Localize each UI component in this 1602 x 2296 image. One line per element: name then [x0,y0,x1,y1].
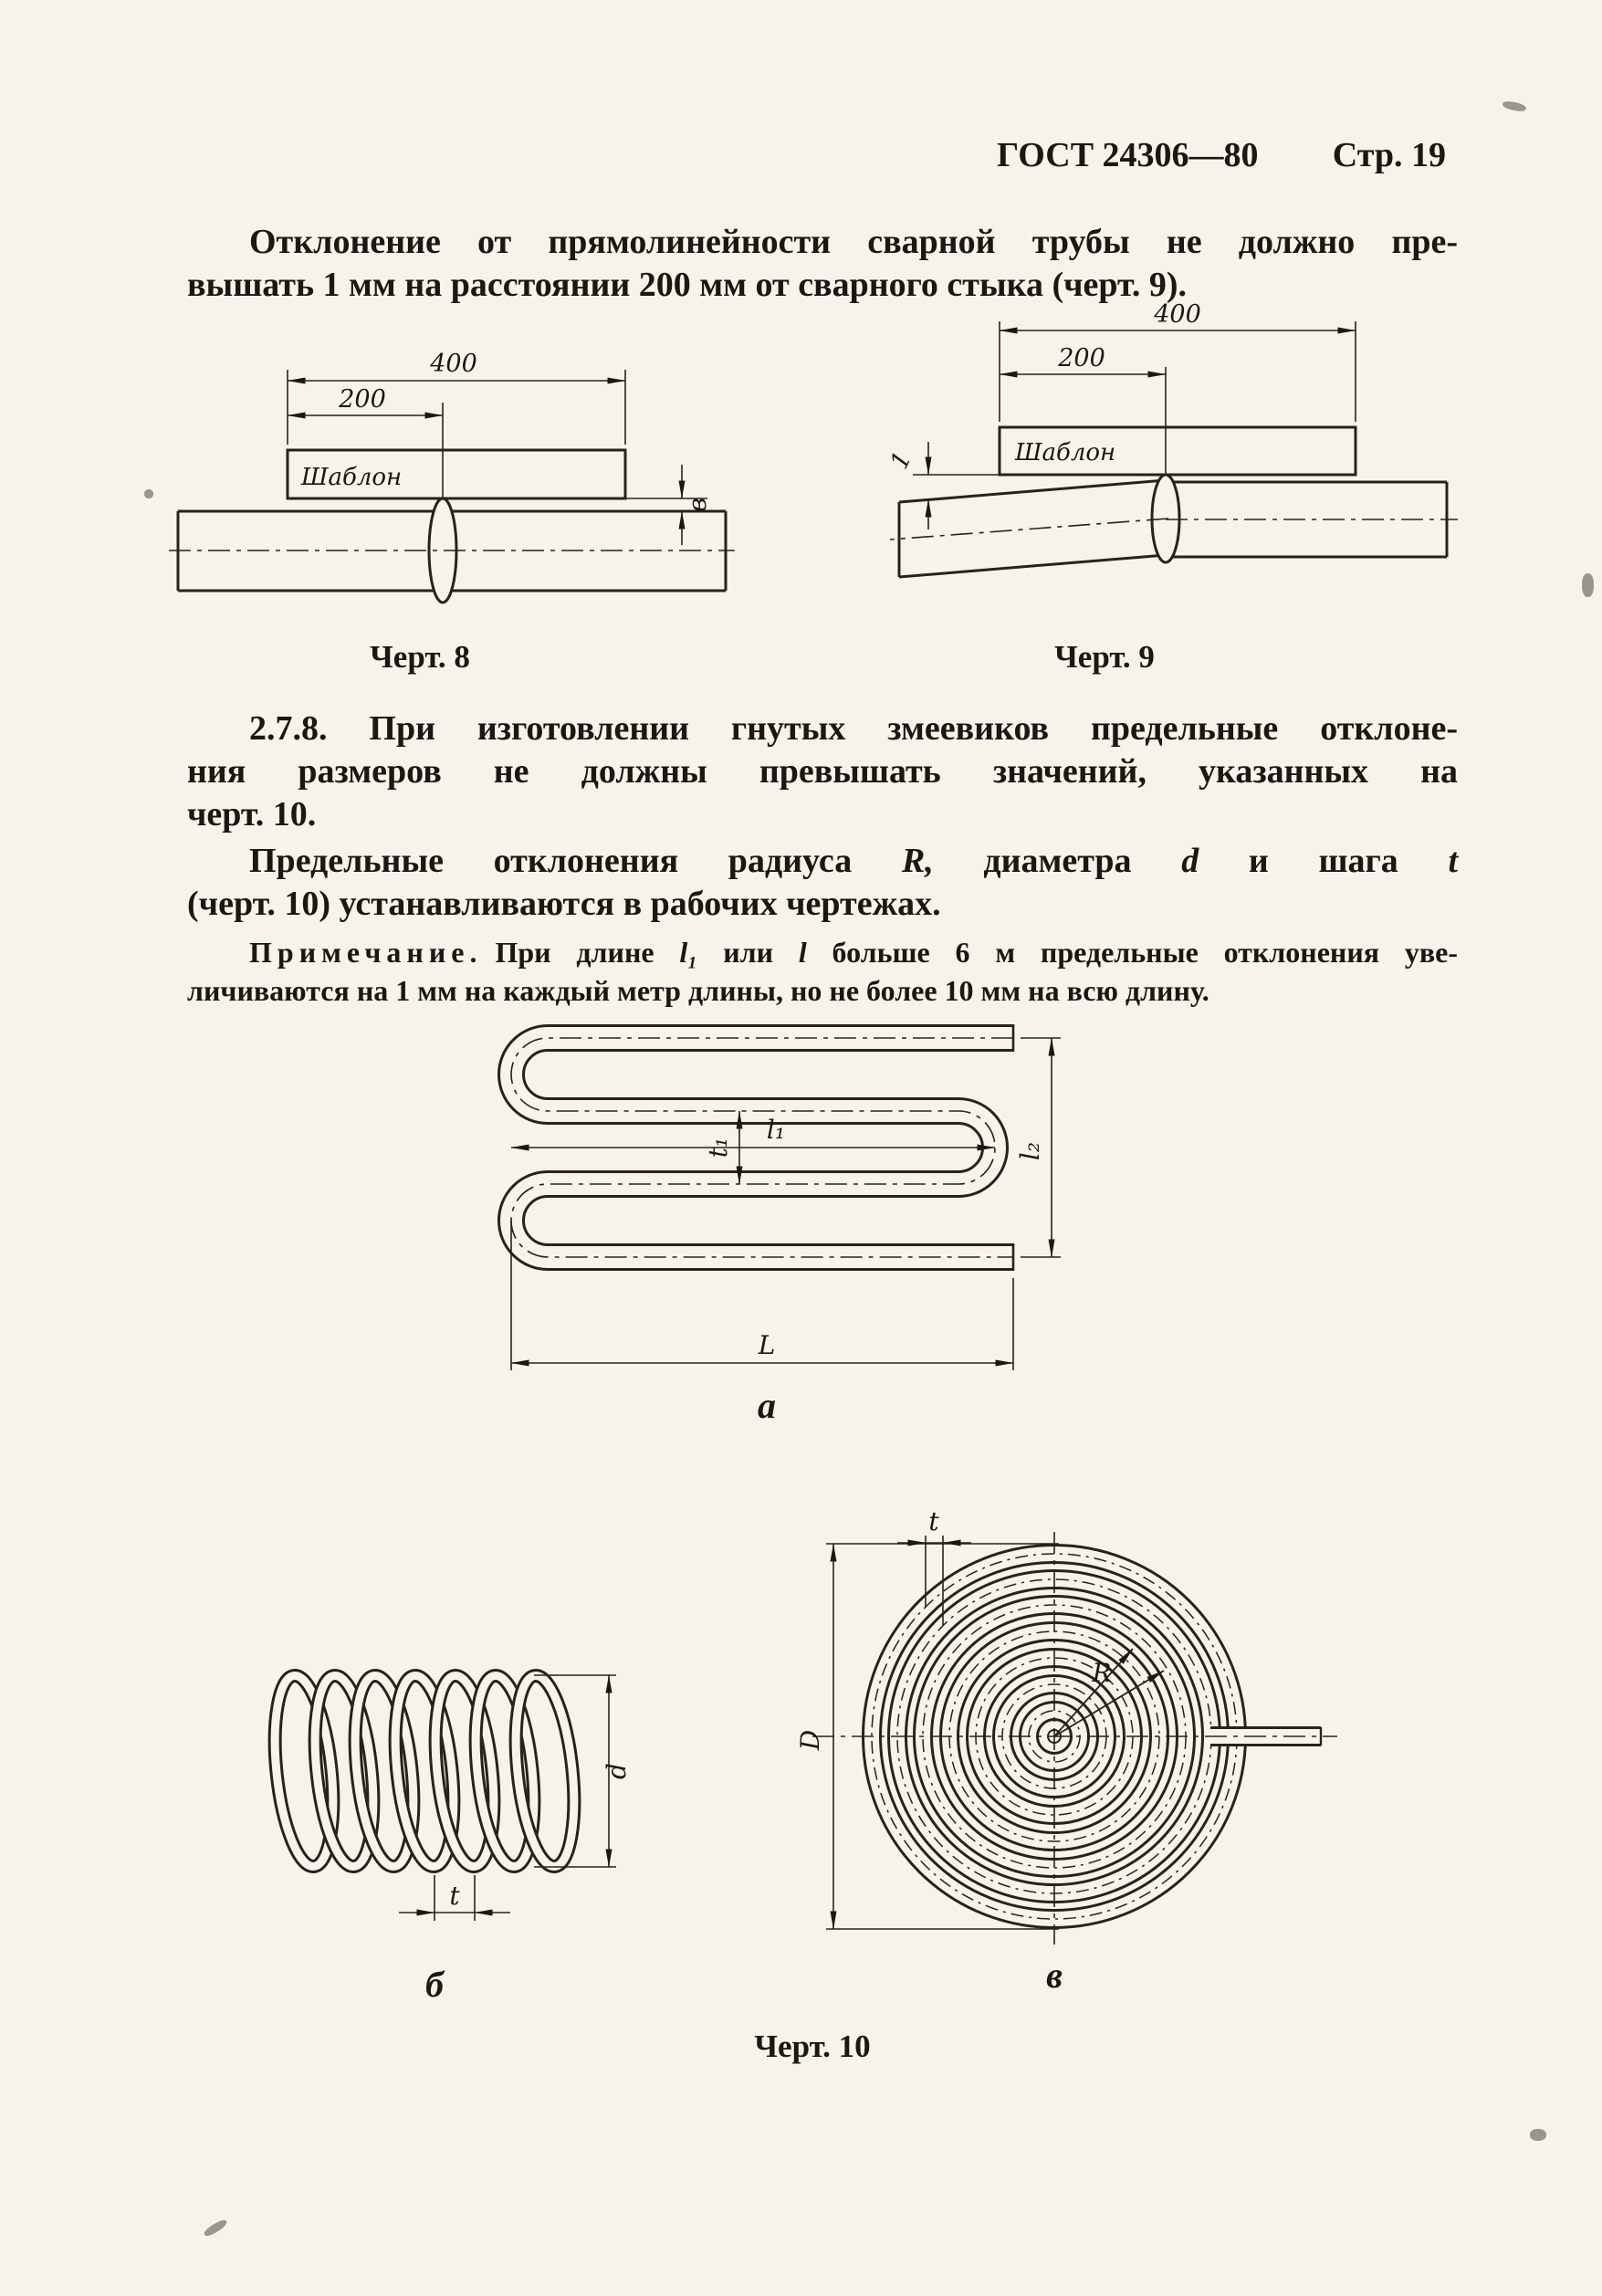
figure-10b-helix-drawing [233,1625,653,1954]
fig10a-dim-l2: l₂ [1015,1141,1045,1161]
fig8-template-label: Шаблон [300,464,403,491]
fig10a-dim-t1: t₁ [703,1137,733,1158]
dimension-lines [511,1038,1061,1370]
text-segment: и шага [1199,842,1449,880]
paragraph-278 [187,708,1458,836]
scan-mark [144,489,153,498]
fig10a-dim-L: L [758,1330,776,1360]
doc-number: ГОСТ 24306—80 [997,136,1259,174]
note-line [187,933,1458,971]
figure-10v-spiral-drawing [780,1488,1346,1981]
figure-10b-label: б [425,1964,444,2005]
fig8-dim-400: 400 [430,350,477,378]
fig9-dim-200: 200 [1058,344,1105,372]
fig10b-dim-d: d [602,1763,632,1779]
fig9-gap-label: 1 [885,447,917,474]
paragraph-line: (черт. 10) устанавливаются в рабочих чертежах. [187,885,941,923]
text-segment: больше 6 м предельные отклонения уве- [806,936,1459,969]
paragraph-line: Отклонение от прямолинейности сварной трубы не должно пре- [249,223,1458,261]
scan-mark [1582,573,1594,597]
fig9-dim-400: 400 [1154,300,1201,329]
paragraph-3 [187,840,1458,926]
fig8-gap-label: в [684,498,712,512]
paragraph-line [187,840,1458,883]
scan-mark [1530,2129,1546,2141]
dimension-lines [913,321,1356,529]
page-number: Стр. 19 [1332,136,1446,174]
fig10a-dim-l1: l₁ [766,1115,786,1145]
scan-mark [203,2217,229,2238]
paragraph-line: вышать 1 мм на расстоянии 200 мм от сварного стыка (черт. 9). [187,266,1187,304]
paragraph-line: черт. 10. [187,795,317,833]
text-segment: При длине [495,936,680,969]
math-symbol-l: l [798,936,807,969]
scan-mark [1502,100,1526,112]
note-label: Примечание. [249,936,483,969]
figure-9-drawing [863,283,1465,621]
note-line: личиваются на 1 мм на каждый метр длины, но не более 10 мм на всю длину. [187,974,1209,1007]
figure-9-caption: Черт. 9 [1054,639,1155,675]
figure-8-caption: Черт. 8 [370,639,470,675]
helix-coil-turns [267,1672,582,1869]
paragraph-line: 2.7.8. При изготовлении гнутых змеевиков предельные отклоне- [249,709,1458,748]
figure-10a-serpentine-drawing [447,1000,1086,1392]
text-segment: диаметра [933,842,1182,880]
math-symbol-t: t [1448,842,1459,880]
figure-8-drawing [160,315,744,616]
fig10v-dim-R: R [1092,1658,1112,1688]
note-paragraph [187,933,1458,1010]
fig10b-dim-t: t [449,1881,460,1911]
fig9-template-label: Шаблон [1014,439,1116,467]
figure-10a-label: а [758,1385,776,1426]
text-segment: Предельные отклонения радиуса [249,842,902,880]
figure-10-caption: Черт. 10 [754,2029,871,2064]
fig8-dim-200: 200 [339,385,386,414]
math-symbol-R: R, [901,842,934,880]
paragraph-line: ния размеров не должны превышать значений, указанных на [187,752,1458,791]
page-header [997,135,1446,175]
fig10v-dim-t: t [928,1506,939,1536]
fig10v-dim-D: D [795,1729,825,1751]
math-symbol-d: d [1181,842,1199,880]
text-segment: или [697,936,799,969]
math-symbol-l1: l₁ [679,936,698,969]
figure-10v-label: в [1046,1955,1063,1996]
